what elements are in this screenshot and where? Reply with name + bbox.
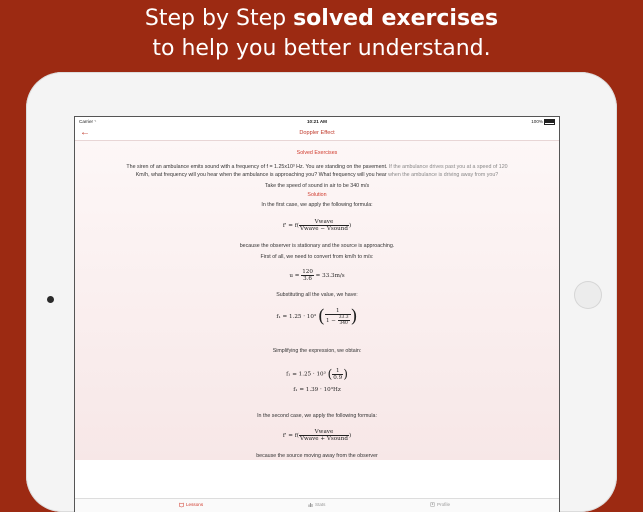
- headline-bold: solved exercises: [293, 6, 499, 31]
- tablet-frame: [26, 72, 617, 512]
- book-icon: [179, 502, 184, 507]
- exercise-content[interactable]: [75, 141, 559, 460]
- status-time: 10:21 AM: [307, 119, 327, 124]
- problem-text-line-1: The siren of an ambulance emits sound with a frequency of f = 1.25x10³ Hz. You are standing on the pavement. If the ambulance drives past you at a speed of 120: [126, 164, 508, 170]
- tab-bar: [75, 498, 559, 512]
- tab-stats[interactable]: Stats: [308, 502, 325, 507]
- simplifying-text: Simplifying the expression, we obtain:: [272, 348, 362, 354]
- second-case-text: In the second case, we apply the following formula:: [257, 413, 377, 419]
- solution-title: Solution: [307, 192, 327, 198]
- tab-profile[interactable]: Profile: [430, 502, 450, 507]
- battery-status: 100%: [531, 119, 555, 125]
- formula-approaching: f' = f( $\frac{\text{Vwave}}{\text{Vwave − Vsound}}$ ): [282, 219, 352, 232]
- profile-icon: [430, 502, 435, 507]
- headline-line-1: Step by Step solved exercises: [144, 6, 499, 31]
- convert-text: First of all, we need to convert from km/h to m/s:: [260, 254, 374, 260]
- wifi-icon: ◝: [94, 119, 97, 124]
- promo-headline: [0, 4, 643, 64]
- home-button: [574, 281, 602, 309]
- substituting-text: Substituting all the value, we have:: [276, 292, 358, 298]
- tab-lessons[interactable]: Lessons: [179, 502, 203, 507]
- substituted-formula: f₁ = 1.25 · 10³ ( 1 1 − $\frac{33.3}{340}$ ): [276, 306, 358, 327]
- problem-text-line-2: Km/h, what frequency will you hear when the ambulance is approaching you? What frequency will you hear when the ambulance is driving away from you?: [135, 172, 499, 178]
- headline-line-2: to help you better understand.: [152, 36, 491, 61]
- sound-speed-note: Take the speed of sound in air to be 340 m/s: [264, 183, 370, 189]
- section-title: Solved Exercises: [296, 150, 338, 156]
- battery-icon: [544, 119, 555, 125]
- result-formula: f₁ = 1.39 · 10³Hz: [293, 387, 341, 393]
- because-receding-text: because the source moving away from the observer: [256, 453, 378, 459]
- nav-bar: [75, 126, 559, 141]
- first-case-text: In the first case, we apply the following formula:: [261, 202, 373, 208]
- app-screen: [75, 117, 559, 512]
- camera-icon: [47, 296, 54, 303]
- status-bar: [75, 117, 559, 126]
- simplified-formula: f₁ = 1.25 · 10³ ( $\frac{1}{0.9}$ ): [286, 367, 348, 381]
- conversion-formula: u = $\frac{120}{3.6}$ = 33.3m/s: [289, 269, 345, 282]
- because-approaching-text: because the observer is stationary and the source is approaching.: [239, 243, 395, 249]
- chart-icon: [308, 502, 313, 507]
- page-title: Doppler Effect: [299, 130, 335, 136]
- formula-receding: f' = f( $\frac{\text{Vwave}}{\text{Vwave + Vsound}}$ ): [282, 429, 352, 442]
- carrier-label: Carrier ◝: [79, 119, 97, 124]
- back-arrow-icon[interactable]: ←: [80, 127, 90, 138]
